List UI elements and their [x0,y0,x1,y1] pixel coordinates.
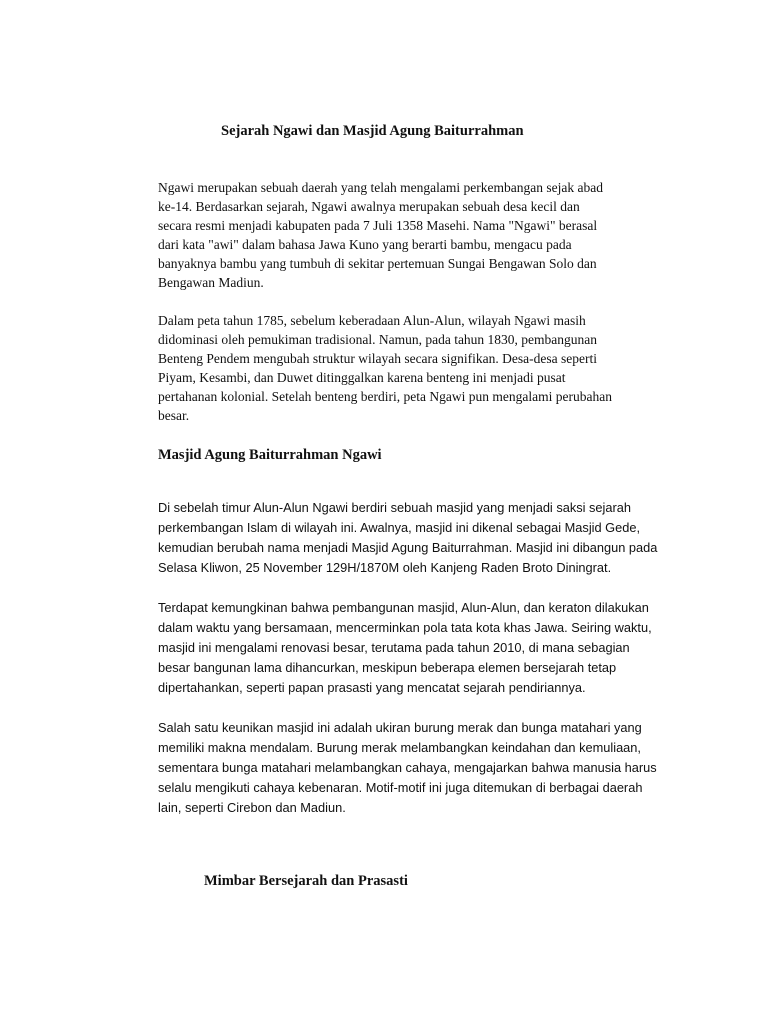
text-line: Selasa Kliwon, 25 November 129H/1870M oleh Kanjeng Raden Broto Diningrat. [158,560,612,575]
text-line: pertahanan kolonial. Setelah benteng berdiri, peta Ngawi pun mengalami perubahan [158,389,612,404]
paragraph-ngawi-origin [158,178,663,292]
text-line: dari kata "awi" dalam bahasa Jawa Kuno yang berarti bambu, mengacu pada [158,237,572,252]
text-line: masjid ini mengalami renovasi besar, terutama pada tahun 2010, di mana sebagian [158,640,630,655]
text-line: memiliki makna mendalam. Burung merak melambangkan keindahan dan kemuliaan, [158,740,641,755]
text-line: sementara bunga matahari melambangkan cahaya, mengajarkan bahwa manusia harus [158,760,657,775]
text-line: ke-14. Berdasarkan sejarah, Ngawi awalnya merupakan sebuah desa kecil dan [158,199,580,214]
section-heading: Masjid Agung Baiturrahman Ngawi [158,447,382,463]
text-line: didominasi oleh pemukiman tradisional. Namun, pada tahun 1830, pembangunan [158,332,598,347]
text-line: Di sebelah timur Alun-Alun Ngawi berdiri sebuah masjid yang menjadi saksi sejarah [158,500,632,515]
text-line: perkembangan Islam di wilayah ini. Awalnya, masjid ini dikenal sebagai Masjid Gede, [158,520,641,535]
text-line: Dalam peta tahun 1785, sebelum keberadaan Alun-Alun, wilayah Ngawi masih [158,313,586,328]
text-line: dipertahankan, seperti papan prasasti yang mencatat sejarah pendiriannya. [158,680,586,695]
paragraph-mosque-carvings [158,718,658,818]
text-line: secara resmi menjadi kabupaten pada 7 Juli 1358 Masehi. Nama "Ngawi" berasal [158,218,598,233]
document-title: Sejarah Ngawi dan Masjid Agung Baiturrahman [221,123,524,139]
text-line: Benteng Pendem mengubah struktur wilayah secara signifikan. Desa-desa seperti [158,351,597,366]
text-line: Bengawan Madiun. [158,275,264,290]
text-line: Terdapat kemungkinan bahwa pembangunan masjid, Alun-Alun, dan keraton dilakukan [158,600,649,615]
text-line: dalam waktu yang bersamaan, mencerminkan pola tata kota khas Jawa. Seiring waktu, [158,620,652,635]
text-line: Ngawi merupakan sebuah daerah yang telah mengalami perkembangan sejak abad [158,180,603,195]
text-line: kemudian berubah nama menjadi Masjid Agung Baiturrahman. Masjid ini dibangun pada [158,540,658,555]
text-line: Piyam, Kesambi, dan Duwet ditinggalkan karena benteng ini menjadi pusat [158,370,566,385]
text-line: lain, seperti Cirebon dan Madiun. [158,800,346,815]
paragraph-map-1785 [158,311,663,425]
text-line: selalu mengikuti cahaya kebenaran. Motif-motif ini juga ditemukan di berbagai daerah [158,780,643,795]
paragraph-mosque-intro [158,498,658,578]
text-line: besar. [158,408,190,423]
text-line: Salah satu keunikan masjid ini adalah ukiran burung merak dan bunga matahari yang [158,720,642,735]
subsection-heading: Mimbar Bersejarah dan Prasasti [204,873,408,889]
text-line: besar bangunan lama dihancurkan, meskipun beberapa elemen bersejarah tetap [158,660,617,675]
paragraph-mosque-renovation [158,598,658,698]
text-line: banyaknya bambu yang tumbuh di sekitar pertemuan Sungai Bengawan Solo dan [158,256,597,271]
